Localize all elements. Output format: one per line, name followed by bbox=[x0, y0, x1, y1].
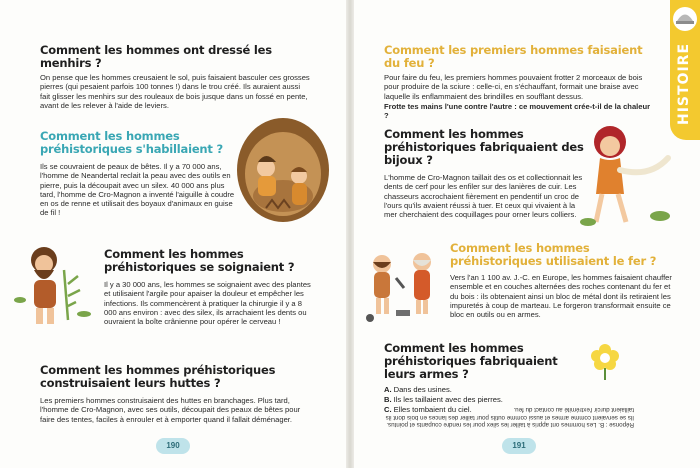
section-soins bbox=[104, 248, 316, 326]
flower-illustration bbox=[588, 342, 622, 382]
choice-a: A. Dans des usines. bbox=[384, 385, 452, 394]
text-feu: Pour faire du feu, les premiers hommes pouvaient frotter 2 morceaux de bois pour produire de la sciure : celle-ci, en s'échauffant, formait une braise avec laquelle ils enflammaient des brindilles en soufflant dessus. bbox=[384, 73, 643, 101]
page-number-right: 191 bbox=[502, 438, 536, 454]
heading-menhirs: Comment les hommes ont dressé les menhirs ? bbox=[40, 43, 272, 70]
text-soins: Il y a 30 000 ans, les hommes se soignaient avec des plantes et utilisaient l'argile pour apaiser la douleur et empêcher les infections. Ils commencèrent à pratiquer la chirurgie il y a 8 000 ans environ : avec des silex, ils arrachaient les dents ou ouvraient la boîte crânienne pour opérer le cerveau ! bbox=[104, 280, 311, 327]
text-bijoux: L'homme de Cro-Magnon taillait des os et collectionnait les dents de cerf pour les enfiler sur des lanières de cuir. Les chasseurs accrochaient fièrement en pendentif un croc de l'ours qu'ils avaient réussi à tuer. Et ceux qui vivaient à la mer cherchaient des coquillages pour orner leurs colliers. bbox=[384, 173, 583, 220]
tab-label: HISTOIRE bbox=[676, 43, 692, 126]
helmet-icon bbox=[672, 6, 698, 32]
section-habillement bbox=[40, 130, 236, 218]
page-number-left: 190 bbox=[156, 438, 190, 454]
jewelry-girl-illustration bbox=[580, 118, 672, 230]
choice-c: C. Elles tombaient du ciel. bbox=[384, 405, 472, 414]
section-menhirs bbox=[40, 44, 310, 110]
text-habillement: Ils se couvraient de peaux de bêtes. Il y a 70 000 ans, l'homme de Neandertal reclait la peau avec des outils en pierre, puis la découpait avec un silex. 40 000 ans plus tard, l'homme de Cro-Magnon a inventé l'aiguille à coudre en os de renne et utilisait des boyaux d'animaux en guise de fil ! bbox=[40, 162, 235, 218]
section-fer bbox=[450, 242, 678, 319]
text-huttes: Les premiers hommes construisaient des huttes en branchages. Plus tard, l'homme de Cro-Magnon, avec ses outils, découpait des peaux de bêtes pour faire des tentes, faciles à enrouler et à emporter quand il fallait déménager. bbox=[40, 396, 301, 424]
heading-armes: Comment les hommes préhistoriques fabriquaient leurs armes ? bbox=[384, 341, 558, 381]
healer-illustration bbox=[14, 240, 92, 332]
section-huttes bbox=[40, 364, 312, 424]
cave-illustration bbox=[236, 116, 330, 224]
section-tab bbox=[670, 0, 700, 140]
heading-habillement: Comment les hommes préhistoriques s'habillaient ? bbox=[40, 129, 223, 156]
quiz-answer: Réponse : B. Les hommes ont appris à tailler les silex pour les rendre coupants et pointus. Ils se servaient comme armes et aussi comme outils pour tailler des lances en bois dont ils taillaient durcir l'extrémité au contact du feu. bbox=[385, 406, 634, 429]
heading-huttes: Comment les hommes préhistoriques construisaient leurs huttes ? bbox=[40, 363, 276, 390]
section-bijoux bbox=[384, 128, 584, 219]
choice-b: B. Ils les taillaient avec des pierres. bbox=[384, 395, 503, 404]
heading-soins: Comment les hommes préhistoriques se soignaient ? bbox=[104, 247, 295, 274]
text-menhirs: On pense que les hommes creusaient le sol, puis faisaient basculer ces grosses pierres (qui pesaient parfois 100 tonnes !) dans le trou créé. Ils auraient aussi fait glisser les menhirs sur des rouleaux de bois jusque dans un fossé en pente, avant de les relever à l'aide de leviers. bbox=[40, 73, 310, 110]
section-feu bbox=[384, 44, 652, 120]
question-feu: Frotte tes mains l'une contre l'autre : ce mouvement crée-t-il de la chaleur ? bbox=[384, 101, 651, 121]
heading-fer: Comment les hommes préhistoriques utilisaient le fer ? bbox=[450, 241, 657, 268]
blacksmith-illustration bbox=[360, 248, 446, 324]
right-page bbox=[352, 0, 700, 468]
section-armes bbox=[384, 342, 584, 415]
heading-bijoux: Comment les hommes préhistoriques fabriquaient des bijoux ? bbox=[384, 127, 584, 167]
heading-feu: Comment les premiers hommes faisaient du feu ? bbox=[384, 43, 643, 70]
text-fer: Vers l'an 1 100 av. J.-C. en Europe, les hommes faisaient chauffer ensemble et en couches alternées des roches contenant du fer et du bois : ils obtenaient ainsi un bloc de métal dont ils retiraient les impuretés à coup de marteau. Le forgeron transformait ensuite ce bloc en outils ou en armes. bbox=[450, 273, 672, 320]
left-page bbox=[0, 0, 348, 468]
